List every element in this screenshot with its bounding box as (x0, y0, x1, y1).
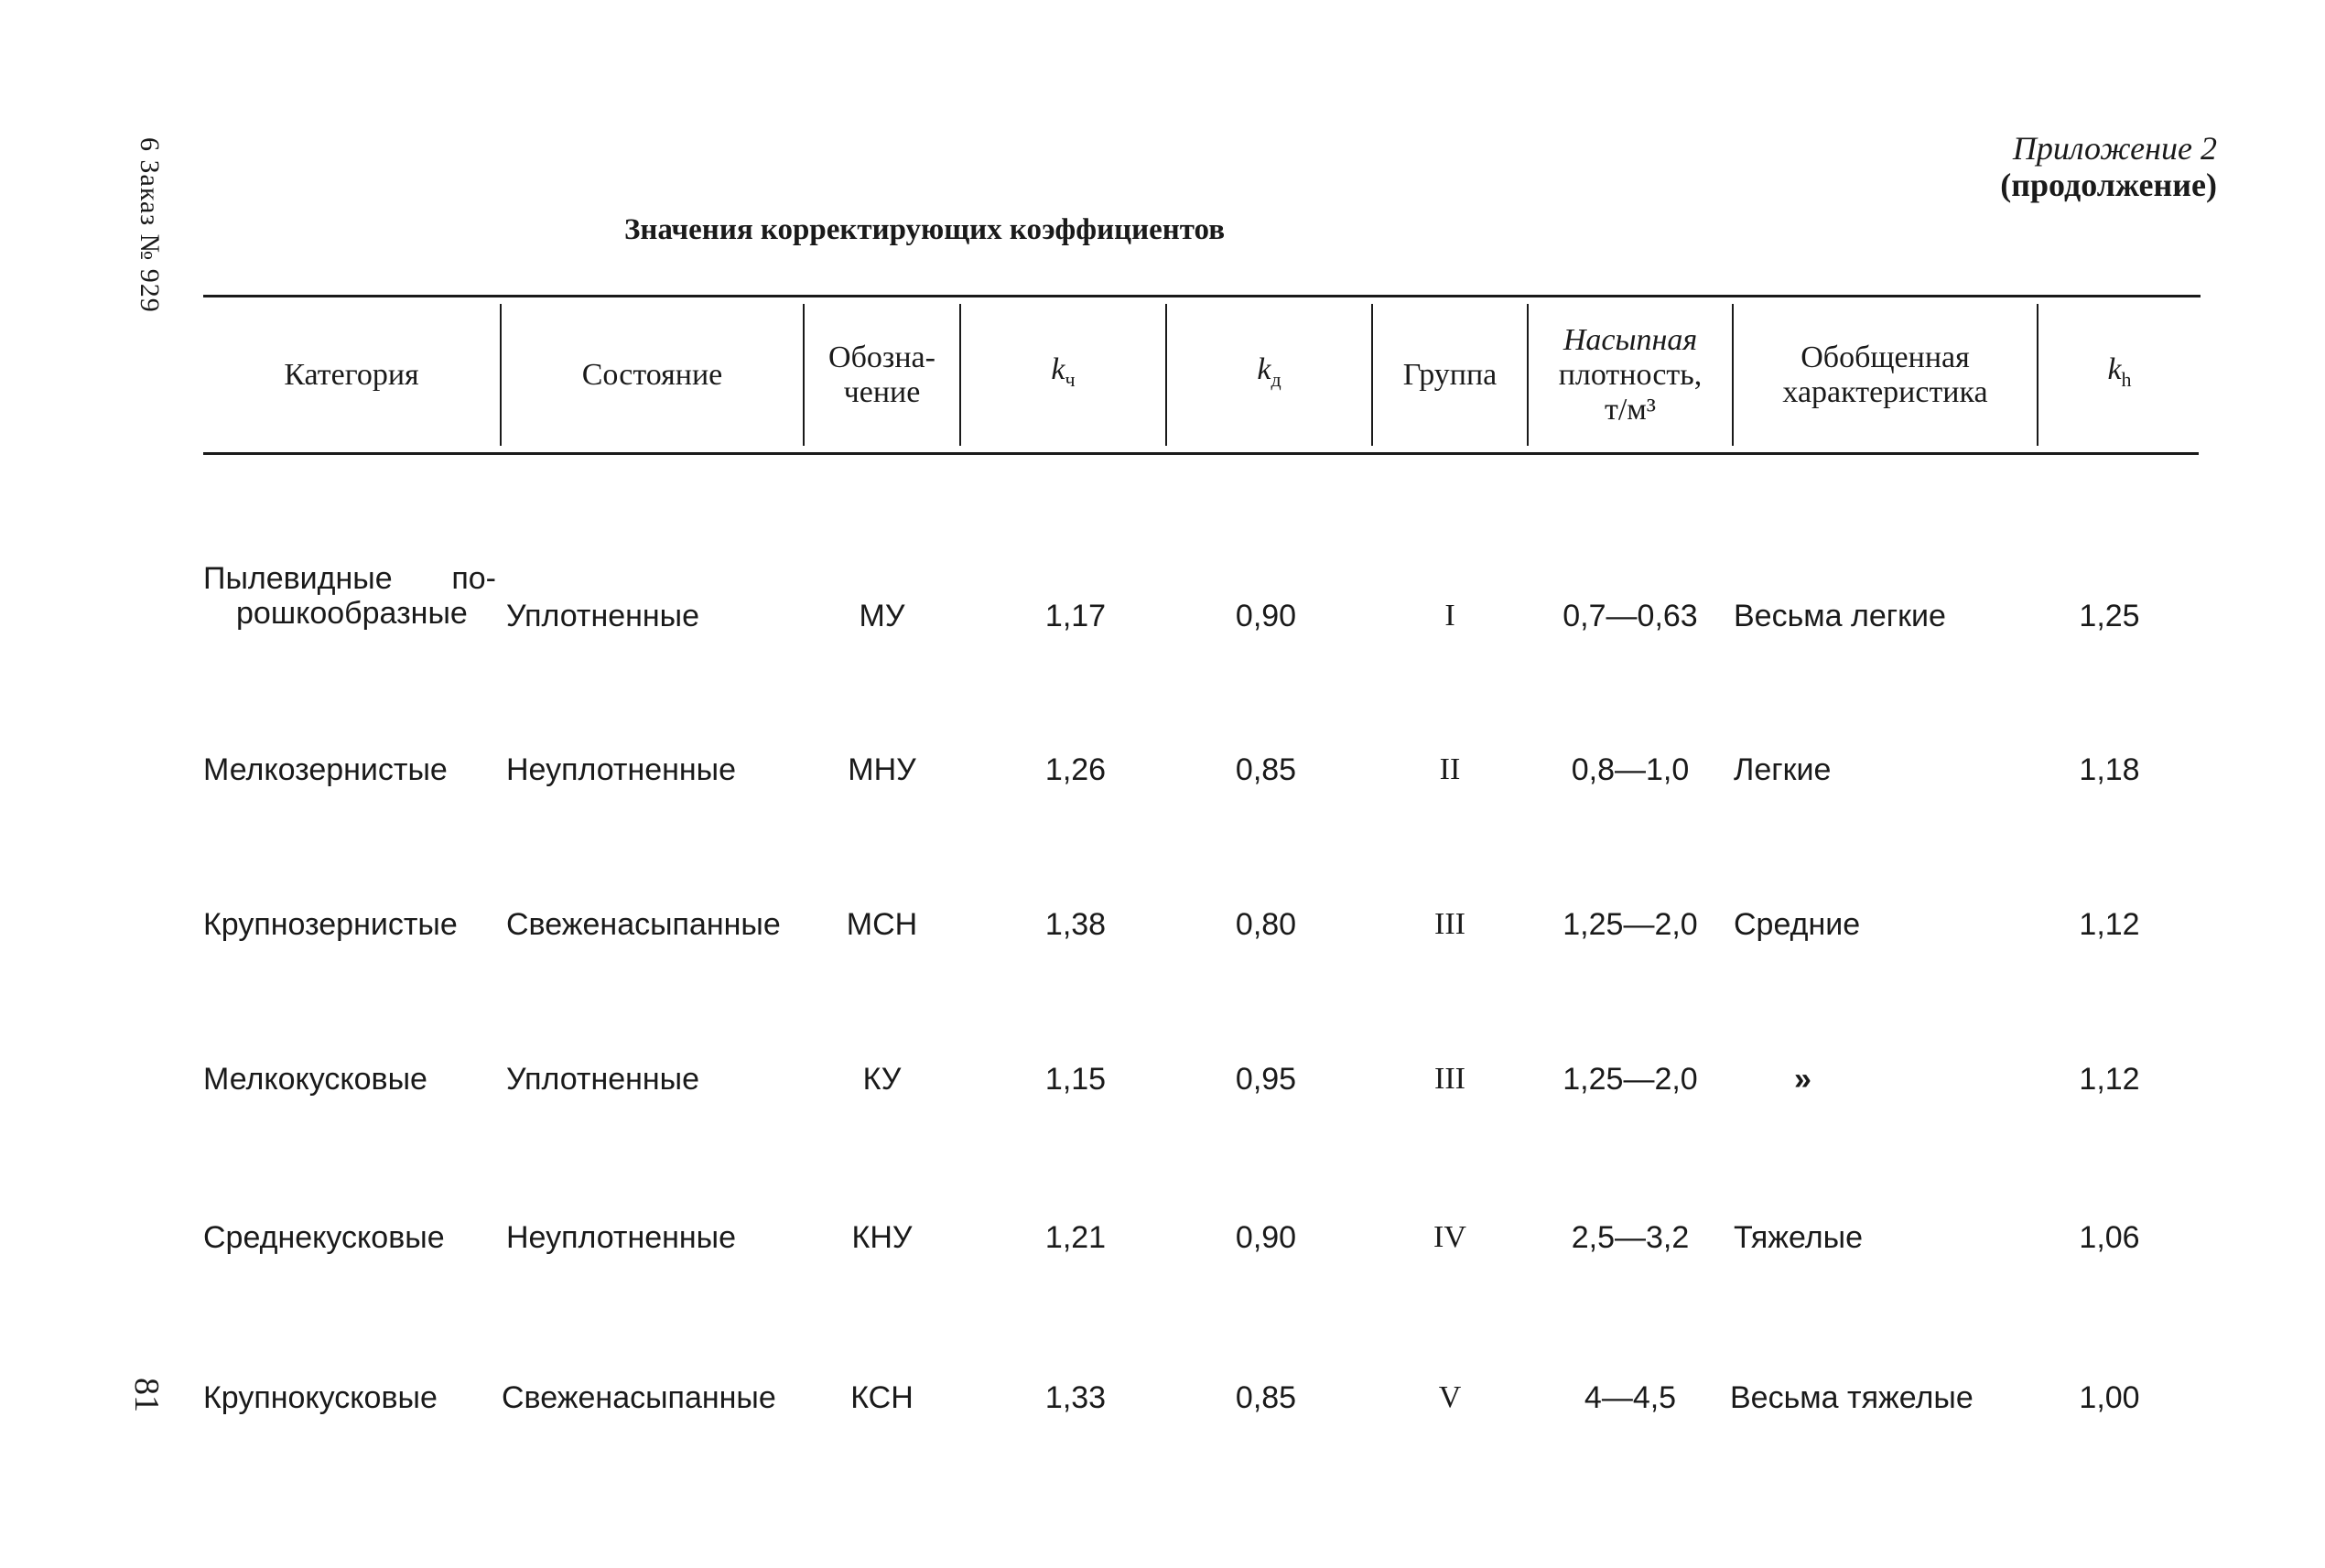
header-designation (805, 304, 959, 446)
header-designation-text: Обозна- чение (828, 340, 935, 409)
cell-group: IV (1433, 1220, 1466, 1254)
table-row (0, 561, 2325, 653)
header-group: Группа (1402, 357, 1498, 392)
header-state: Состояние (581, 357, 723, 392)
cell-group: II (1439, 752, 1461, 786)
cell-category: Крупнокусковые (203, 1379, 438, 1415)
kd-sub: д (1271, 367, 1281, 391)
header-kd (1167, 304, 1371, 446)
cell-category-line2: рошкообразные (236, 596, 468, 631)
cell-kh: 1,06 (2079, 1219, 2140, 1255)
kch-base: k (1051, 352, 1065, 387)
cell-kch: 1,33 (1044, 1379, 1107, 1415)
cell-characteristic: Тяжелые (1734, 1219, 1863, 1255)
appendix-subtitle: (продолжение) (2000, 167, 2217, 203)
cell-kd: 0,95 (1235, 1061, 1297, 1097)
cell-kd: 0,90 (1235, 598, 1297, 633)
cell-kd: 0,90 (1235, 1219, 1297, 1255)
table-row (0, 888, 2325, 961)
kh-sub: h (2121, 367, 2132, 391)
cell-designation: КНУ (851, 1219, 913, 1255)
cell-group: I (1444, 599, 1455, 633)
cell-kd: 0,80 (1235, 906, 1297, 942)
header-density (1529, 304, 1732, 446)
kch-sub: ч (1065, 367, 1076, 391)
header-characteristic-text: Обобщенная характеристика (1782, 340, 1988, 409)
cell-state: Свеженасыпанные (506, 906, 781, 942)
cell-density: 2,5—3,2 (1571, 1219, 1690, 1255)
table-top-rule (203, 295, 2201, 297)
cell-state: Неуплотненные (506, 1219, 737, 1255)
table-row (0, 1361, 2325, 1434)
cell-kch: 1,17 (1044, 598, 1107, 633)
cell-characteristic: » (1794, 1061, 1811, 1097)
cell-group: V (1438, 1380, 1462, 1414)
cell-kch: 1,26 (1044, 752, 1107, 787)
cell-category: Крупнозернистые (203, 906, 458, 942)
appendix-label (2000, 130, 2217, 203)
kch-symbol (1051, 352, 1075, 397)
cell-designation: МНУ (848, 752, 916, 787)
cell-density: 1,25—2,0 (1563, 1061, 1698, 1097)
kh-base: k (2107, 352, 2122, 387)
header-kh (2038, 304, 2201, 446)
table-row (0, 1201, 2325, 1274)
cell-density: 0,7—0,63 (1563, 598, 1698, 633)
cell-kh: 1,12 (2079, 906, 2140, 942)
cell-kch: 1,15 (1044, 1061, 1107, 1097)
header-kch (961, 304, 1165, 446)
header-characteristic (1734, 304, 2037, 446)
cell-designation: КУ (862, 1061, 902, 1097)
cell-group: III (1434, 907, 1465, 941)
table-header-rule (203, 452, 2199, 455)
cell-characteristic: Средние (1734, 906, 1861, 942)
cell-category-line1: Пылевидные по- (203, 561, 496, 596)
cell-category: Мелкокусковые (203, 1061, 427, 1097)
cell-designation: МСН (846, 906, 918, 942)
cell-characteristic: Легкие (1734, 752, 1832, 787)
cell-density: 4—4,5 (1584, 1379, 1677, 1415)
table-title: Значения корректирующих коэффициентов (623, 213, 1226, 246)
header-density-text: Насыпная плотность, т/м³ (1558, 322, 1703, 427)
cell-characteristic: Весьма легкие (1734, 598, 1946, 633)
cell-designation: МУ (859, 598, 905, 633)
kd-symbol (1257, 352, 1281, 397)
cell-density: 1,25—2,0 (1563, 906, 1698, 942)
table-row (0, 1043, 2325, 1116)
table-row (0, 733, 2325, 806)
cell-category: Среднекусковые (203, 1219, 445, 1255)
cell-kd: 0,85 (1235, 1379, 1297, 1415)
cell-state: Уплотненные (506, 1061, 700, 1097)
cell-characteristic: Весьма тяжелые (1730, 1379, 1974, 1415)
cell-kd: 0,85 (1235, 752, 1297, 787)
cell-kch: 1,38 (1044, 906, 1107, 942)
cell-category (203, 561, 496, 631)
cell-designation: КСН (850, 1379, 914, 1415)
cell-kch: 1,21 (1044, 1219, 1107, 1255)
cell-state: Неуплотненные (506, 752, 737, 787)
cell-kh: 1,12 (2079, 1061, 2140, 1097)
appendix-title: Приложение 2 (2012, 130, 2217, 167)
cell-state: Свеженасыпанные (502, 1379, 776, 1415)
page-number: 81 (127, 1378, 166, 1412)
kh-symbol (2107, 352, 2131, 397)
kd-base: k (1257, 352, 1271, 387)
header-category: Категория (284, 357, 419, 392)
cell-density: 0,8—1,0 (1571, 752, 1690, 787)
cell-group: III (1434, 1062, 1465, 1096)
cell-category: Мелкозернистые (203, 752, 448, 787)
cell-kh: 1,18 (2079, 752, 2140, 787)
cell-kh: 1,25 (2079, 598, 2140, 633)
side-note: 6 Заказ № 929 (135, 137, 165, 313)
cell-state: Уплотненные (506, 598, 700, 633)
cell-kh: 1,00 (2079, 1379, 2140, 1415)
